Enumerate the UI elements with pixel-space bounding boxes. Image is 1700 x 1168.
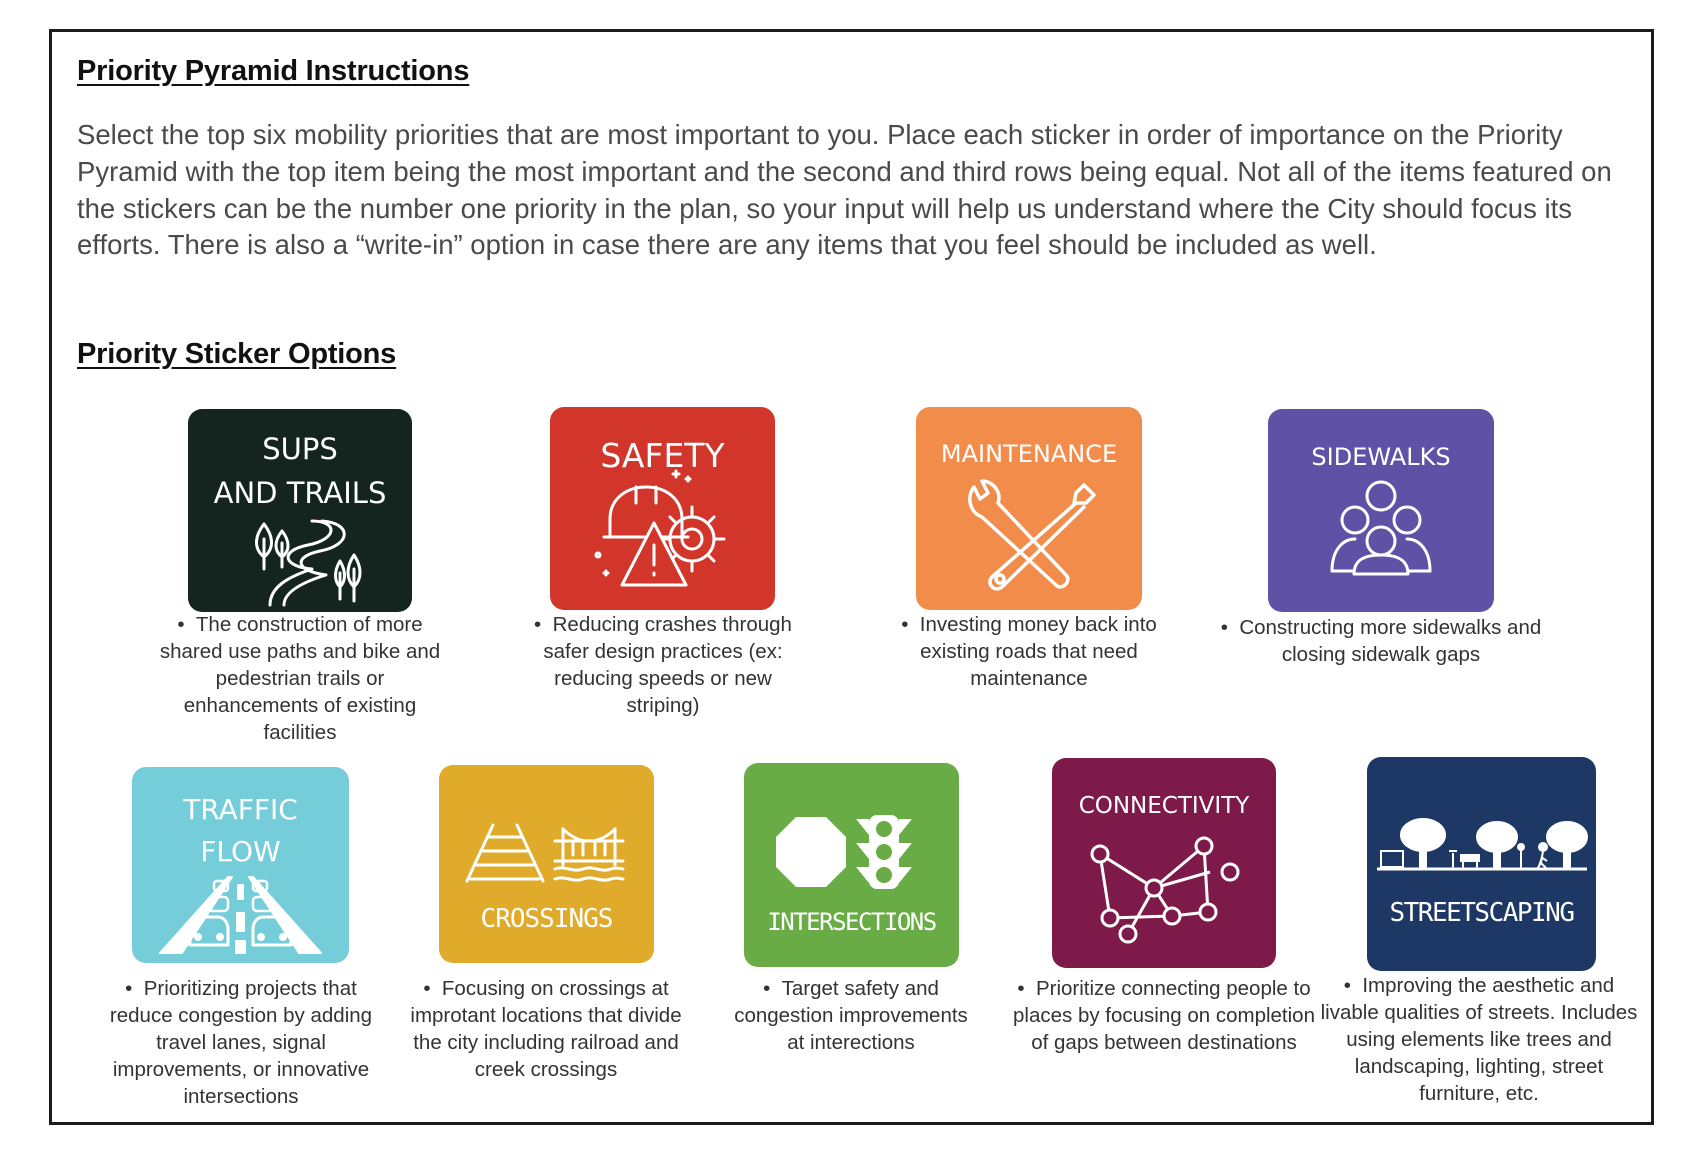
instructions-heading: Priority Pyramid Instructions [77, 55, 470, 87]
sticker-maintenance [916, 407, 1142, 610]
sticker-title: SUPS AND TRAILS [213, 432, 387, 510]
sticker-description-streetscaping: • Improving the aesthetic and livable qualities of streets. Includes using elements like trees and landscaping, lighting, street furniture, etc. [1320, 974, 1638, 1105]
trail-icon [188, 409, 412, 612]
sticker-description-crossings: • Focusing on crossings at improtant locations that divide the city including railroad and creek crossings [410, 977, 682, 1081]
sticker-description-connectivity: • Prioritize connecting people to places by focusing on completion of gaps between destinations [1013, 977, 1315, 1054]
safety-icon [550, 407, 775, 610]
instructions-body: Select the top six mobility priorities that are most important to you. Place each sticker in order of importance on the Priority Pyramid with the top item being the most important and the second and third rows being equal. Not all of the items featured on the stickers can be the number one priority in the plan, so your input will help us understand where the City should focus its efforts. There is also a “write-in” option in case there are any items that you feel should be included as well. [77, 119, 1612, 261]
sticker-intersections [744, 763, 959, 967]
sticker-sups-and-trails [188, 409, 412, 612]
sticker-description-sups-and-trails: • The construction of more shared use paths and bike and pedestrian trails or enhancements of existing facilities [159, 613, 441, 744]
tools-icon [916, 407, 1142, 610]
sticker-description-traffic-flow: • Prioritizing projects that reduce congestion by adding travel lanes, signal improvements, or innovative intersections [109, 977, 373, 1108]
sticker-title: SIDEWALKS [1311, 443, 1451, 471]
sticker-safety [550, 407, 775, 610]
sticker-description-maintenance: • Investing money back into existing roads that need maintenance [901, 613, 1157, 690]
people-icon [1268, 409, 1494, 612]
sticker-traffic-flow [132, 767, 349, 963]
sticker-sidewalks [1268, 409, 1494, 612]
sticker-connectivity [1052, 758, 1276, 968]
sticker-title: STREETSCAPING [1389, 898, 1574, 928]
options-heading: Priority Sticker Options [77, 338, 397, 370]
sticker-streetscaping [1367, 757, 1596, 971]
sticker-description-intersections: • Target safety and congestion improvements at interections [734, 977, 968, 1054]
sticker-title: INTERSECTIONS [767, 908, 936, 936]
sticker-title: TRAFFIC FLOW [183, 793, 298, 868]
sticker-description-safety: • Reducing crashes through safer design practices (ex: reducing speeds or new striping) [534, 613, 792, 717]
sticker-title: MAINTENANCE [940, 440, 1118, 468]
streetscape-icon [1367, 757, 1596, 971]
sticker-title: SAFETY [600, 436, 725, 475]
sticker-crossings [439, 765, 654, 963]
sticker-title: CROSSINGS [480, 904, 613, 934]
traffic-icon [132, 767, 349, 963]
sticker-title: CONNECTIVITY [1078, 793, 1250, 819]
network-icon [1052, 758, 1276, 968]
sticker-description-sidewalks: • Constructing more sidewalks and closing sidewalk gaps [1220, 616, 1542, 666]
